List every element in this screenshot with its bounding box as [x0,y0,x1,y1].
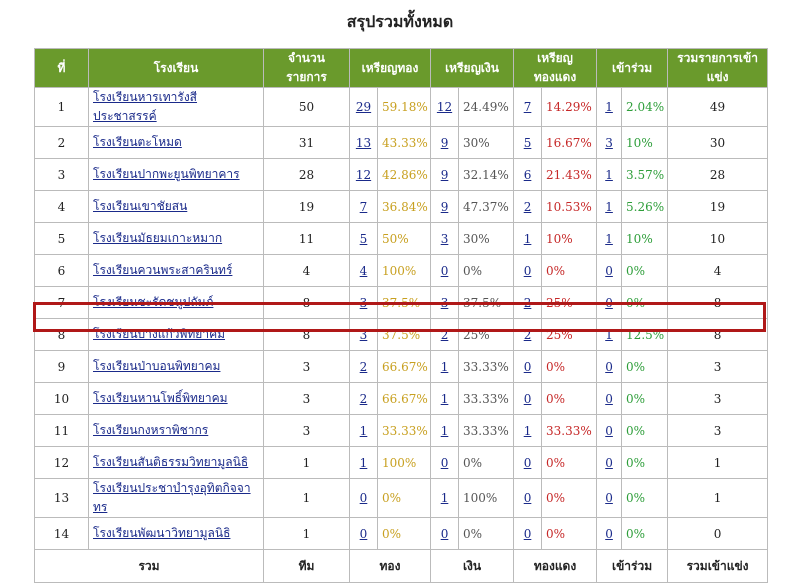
gold-count[interactable] [350,88,378,127]
gold-percent: 59.18% [378,88,431,127]
gold-count[interactable] [350,319,378,351]
item-count: 3 [264,351,350,383]
school-name[interactable] [89,255,264,287]
silver-percent: 30% [459,127,514,159]
footer-bronze: ทองแดง [514,550,597,583]
bronze-percent: 0% [542,447,597,479]
school-name[interactable] [89,127,264,159]
gold-percent: 66.67% [378,383,431,415]
gold-count[interactable] [350,415,378,447]
row-number: 5 [35,223,89,255]
gold-count[interactable] [350,191,378,223]
silver-percent: 30% [459,223,514,255]
gold-count-link[interactable]: 13 [355,135,372,150]
table-row [35,223,768,255]
item-count: 3 [264,383,350,415]
silver-count-link[interactable]: 0 [440,526,449,541]
item-count: 8 [264,319,350,351]
school-name[interactable] [89,518,264,550]
silver-count-link[interactable]: 1 [440,359,449,374]
join-percent: 0% [622,287,668,319]
summary-table [34,48,768,583]
school-name[interactable] [89,415,264,447]
total-entries: 8 [668,319,768,351]
gold-percent: 43.33% [378,127,431,159]
bronze-count[interactable] [514,351,542,383]
bronze-count-link[interactable]: 5 [523,135,532,150]
join-count-link[interactable]: 1 [605,327,613,342]
table-row [35,518,768,550]
silver-count[interactable] [431,351,459,383]
total-entries: 3 [668,415,768,447]
silver-count-link[interactable]: 9 [440,199,449,214]
bronze-count[interactable] [514,127,542,159]
school-name[interactable] [89,351,264,383]
bronze-count-link[interactable]: 6 [523,167,532,182]
silver-count-link[interactable]: 1 [440,423,449,438]
join-count-link[interactable]: 0 [605,295,613,310]
silver-count[interactable] [431,88,459,127]
header-school: โรงเรียน [89,49,264,88]
footer-silver: เงิน [431,550,514,583]
footer-join: เข้าร่วม [597,550,668,583]
join-percent: 0% [622,255,668,287]
school-name-link[interactable]: โรงเรียนตะโหมด [93,135,182,149]
item-count: 1 [264,447,350,479]
silver-percent: 0% [459,447,514,479]
row-number: 14 [35,518,89,550]
bronze-count-link[interactable]: 2 [523,199,532,214]
join-percent: 0% [622,415,668,447]
bronze-count[interactable] [514,479,542,518]
school-name[interactable] [89,447,264,479]
header-row [35,49,768,88]
school-name[interactable] [89,287,264,319]
table-row [35,255,768,287]
join-count-link[interactable]: 0 [605,455,613,470]
row-number: 3 [35,159,89,191]
row-number: 12 [35,447,89,479]
join-count[interactable] [597,351,622,383]
join-count[interactable] [597,479,622,518]
table-row [35,88,768,127]
bronze-percent: 0% [542,518,597,550]
join-percent: 2.04% [622,88,668,127]
item-count: 19 [264,191,350,223]
total-entries: 8 [668,287,768,319]
gold-count[interactable] [350,479,378,518]
join-percent: 10% [622,223,668,255]
bronze-count-link[interactable]: 2 [523,295,532,310]
gold-percent: 100% [378,255,431,287]
gold-count-link[interactable]: 5 [359,231,368,246]
item-count: 50 [264,88,350,127]
gold-count-link[interactable]: 0 [359,491,368,505]
join-percent: 5.26% [622,191,668,223]
join-count-link[interactable]: 0 [605,491,613,505]
table-row [35,415,768,447]
school-name-link[interactable]: โรงเรียนกงหราพิชากร [93,423,209,437]
join-count[interactable] [597,383,622,415]
join-count-link[interactable]: 1 [605,199,613,214]
join-percent: 0% [622,351,668,383]
bronze-count-link[interactable]: 1 [523,423,532,438]
school-name[interactable] [89,159,264,191]
table-row [35,319,768,351]
silver-percent: 0% [459,255,514,287]
school-name-link[interactable]: โรงเรียนหารเทารังสีประชาสรรค์ [93,90,198,123]
gold-count-link[interactable]: 29 [355,100,372,114]
gold-count-link[interactable]: 3 [359,327,368,342]
total-entries: 1 [668,479,768,518]
gold-percent: 36.84% [378,191,431,223]
total-entries: 3 [668,383,768,415]
row-number: 11 [35,415,89,447]
bronze-percent: 0% [542,383,597,415]
gold-count-link[interactable]: 2 [359,391,368,406]
school-name-link[interactable]: โรงเรียนป่าบอนพิทยาคม [93,359,221,373]
silver-count[interactable] [431,255,459,287]
silver-percent: 100% [459,479,514,518]
header-total: รวมรายการเข้าแข่ง [668,49,768,88]
row-number: 13 [35,479,89,518]
footer-team: ทีม [264,550,350,583]
footer-total-join: รวมเข้าแข่ง [668,550,768,583]
gold-count[interactable] [350,127,378,159]
silver-count[interactable] [431,159,459,191]
school-name-link[interactable]: โรงเรียนมัธยมเกาะหมาก [93,231,223,245]
bronze-count[interactable] [514,223,542,255]
silver-count-link[interactable]: 1 [440,391,449,406]
gold-percent: 33.33% [378,415,431,447]
join-percent: 0% [622,383,668,415]
silver-count[interactable] [431,319,459,351]
school-name[interactable] [89,223,264,255]
gold-count[interactable] [350,447,378,479]
item-count: 3 [264,415,350,447]
join-count[interactable] [597,319,622,351]
table-body [35,88,768,550]
gold-count[interactable] [350,351,378,383]
silver-percent: 37.5% [459,287,514,319]
footer-total-label: รวม [35,550,264,583]
gold-count-link[interactable]: 4 [359,263,368,278]
bronze-count[interactable] [514,159,542,191]
bronze-percent: 25% [542,287,597,319]
silver-count-link[interactable]: 9 [440,167,449,182]
silver-percent: 33.33% [459,383,514,415]
silver-count[interactable] [431,287,459,319]
school-name-link[interactable]: โรงเรียนปากพะยูนพิทยาคาร [93,167,240,181]
gold-percent: 37.5% [378,287,431,319]
school-name[interactable] [89,383,264,415]
bronze-count[interactable] [514,518,542,550]
footer-gold: ทอง [350,550,431,583]
silver-count-link[interactable]: 0 [440,263,449,278]
silver-percent: 33.33% [459,351,514,383]
footer-row [35,550,768,583]
join-count[interactable] [597,159,622,191]
bronze-percent: 25% [542,319,597,351]
join-count-link[interactable]: 1 [605,100,613,114]
gold-count-link[interactable]: 1 [359,423,368,438]
bronze-count-link[interactable]: 0 [523,491,532,505]
item-count: 11 [264,223,350,255]
total-entries: 4 [668,255,768,287]
silver-count[interactable] [431,518,459,550]
gold-percent: 66.67% [378,351,431,383]
total-entries: 30 [668,127,768,159]
bronze-count[interactable] [514,287,542,319]
bronze-count-link[interactable]: 0 [523,526,532,541]
header-items: จำนวนรายการ [264,49,350,88]
item-count: 1 [264,479,350,518]
school-name[interactable] [89,319,264,351]
silver-percent: 33.33% [459,415,514,447]
page-title: สรุปรวมทั้งหมด [346,12,454,31]
school-name-link[interactable]: โรงเรียนควนพระสาครินทร์ [93,263,233,277]
row-number: 6 [35,255,89,287]
bronze-percent: 33.33% [542,415,597,447]
join-count-link[interactable]: 0 [605,526,613,541]
row-number: 10 [35,383,89,415]
silver-count[interactable] [431,127,459,159]
row-number: 1 [35,88,89,127]
total-entries: 10 [668,223,768,255]
total-entries: 28 [668,159,768,191]
school-name-link[interactable]: โรงเรียนประชาบำรุงอุทิตกิจจาทร [93,481,251,514]
table-row [35,383,768,415]
silver-percent: 0% [459,518,514,550]
row-number: 7 [35,287,89,319]
join-percent: 0% [622,447,668,479]
silver-count[interactable] [431,447,459,479]
silver-count-link[interactable]: 1 [440,491,449,505]
gold-count[interactable] [350,518,378,550]
bronze-count[interactable] [514,415,542,447]
join-count[interactable] [597,518,622,550]
header-gold: เหรียญทอง [350,49,431,88]
join-count-link[interactable]: 1 [605,167,613,182]
gold-count-link[interactable]: 7 [359,199,368,214]
total-entries: 3 [668,351,768,383]
gold-count[interactable] [350,255,378,287]
join-count-link[interactable]: 0 [605,263,613,278]
bronze-percent: 0% [542,479,597,518]
table-row [35,447,768,479]
gold-count[interactable] [350,159,378,191]
bronze-count[interactable] [514,191,542,223]
table-row [35,159,768,191]
silver-count[interactable] [431,191,459,223]
school-name[interactable] [89,88,264,127]
row-number: 4 [35,191,89,223]
gold-percent: 37.5% [378,319,431,351]
join-percent: 12.5% [622,319,668,351]
item-count: 1 [264,518,350,550]
gold-count[interactable] [350,287,378,319]
silver-count-link[interactable]: 12 [436,100,453,114]
silver-count-link[interactable]: 3 [440,295,449,310]
bronze-count[interactable] [514,383,542,415]
join-percent: 10% [622,127,668,159]
table-row [35,351,768,383]
join-count[interactable] [597,127,622,159]
join-count-link[interactable]: 0 [605,423,613,438]
header-join: เข้าร่วม [597,49,668,88]
school-name-link[interactable]: โรงเรียนเขาชัยสน [93,199,188,213]
join-count[interactable] [597,447,622,479]
school-name-link[interactable]: โรงเรียนหานโพธิ์พิทยาคม [93,391,228,405]
gold-percent: 42.86% [378,159,431,191]
gold-count-link[interactable]: 3 [359,295,368,310]
table-row [35,127,768,159]
gold-count-link[interactable]: 12 [355,167,372,182]
silver-count-link[interactable]: 3 [440,231,449,246]
bronze-percent: 0% [542,351,597,383]
item-count: 31 [264,127,350,159]
bronze-count[interactable] [514,319,542,351]
silver-count-link[interactable]: 0 [440,455,449,470]
join-percent: 3.57% [622,159,668,191]
join-count[interactable] [597,415,622,447]
bronze-count[interactable] [514,255,542,287]
gold-count[interactable] [350,223,378,255]
header-silver: เหรียญเงิน [431,49,514,88]
table-row [35,287,768,319]
row-number: 8 [35,319,89,351]
silver-count[interactable] [431,223,459,255]
gold-percent: 0% [378,479,431,518]
join-count-link[interactable]: 1 [605,231,613,246]
row-number: 9 [35,351,89,383]
bronze-percent: 0% [542,255,597,287]
gold-percent: 0% [378,518,431,550]
silver-percent: 25% [459,319,514,351]
bronze-percent: 10.53% [542,191,597,223]
join-count-link[interactable]: 0 [605,391,613,406]
silver-count[interactable] [431,479,459,518]
bronze-count[interactable] [514,88,542,127]
item-count: 28 [264,159,350,191]
bronze-count-link[interactable]: 0 [523,455,532,470]
join-count[interactable] [597,88,622,127]
silver-percent: 47.37% [459,191,514,223]
silver-count-link[interactable]: 2 [440,327,449,342]
table-row [35,191,768,223]
gold-percent: 50% [378,223,431,255]
silver-percent: 24.49% [459,88,514,127]
join-count[interactable] [597,255,622,287]
table-row [35,479,768,518]
school-name-link[interactable]: โรงเรียนบางแก้วพิทยาคม [93,327,226,341]
join-count[interactable] [597,287,622,319]
header-no: ที่ [35,49,89,88]
header-bronze: เหรียญทองแดง [514,49,597,88]
bronze-count[interactable] [514,447,542,479]
join-count[interactable] [597,191,622,223]
school-name-link[interactable]: โรงเรียนสันติธรรมวิทยามูลนิธิ [93,455,249,469]
gold-count[interactable] [350,383,378,415]
row-number: 2 [35,127,89,159]
bronze-percent: 10% [542,223,597,255]
silver-percent: 32.14% [459,159,514,191]
total-entries: 0 [668,518,768,550]
bronze-count-link[interactable]: 1 [523,231,532,246]
silver-count[interactable] [431,415,459,447]
gold-percent: 100% [378,447,431,479]
join-count[interactable] [597,223,622,255]
join-count-link[interactable]: 3 [605,135,613,150]
gold-count-link[interactable]: 1 [359,455,368,470]
join-percent: 0% [622,479,668,518]
bronze-percent: 16.67% [542,127,597,159]
join-count-link[interactable]: 0 [605,359,613,374]
join-percent: 0% [622,518,668,550]
bronze-count-link[interactable]: 2 [523,327,532,342]
bronze-percent: 14.29% [542,88,597,127]
school-name-link[interactable]: โรงเรียนชะรัดชนูปถัมภ์ [93,295,214,309]
gold-count-link[interactable]: 0 [359,526,368,541]
item-count: 4 [264,255,350,287]
bronze-count-link[interactable]: 0 [523,263,532,278]
silver-count-link[interactable]: 9 [440,135,449,150]
total-entries: 49 [668,88,768,127]
silver-count[interactable] [431,383,459,415]
bronze-count-link[interactable]: 0 [523,391,532,406]
item-count: 8 [264,287,350,319]
bronze-percent: 21.43% [542,159,597,191]
school-name[interactable] [89,479,264,518]
total-entries: 19 [668,191,768,223]
bronze-count-link[interactable]: 0 [523,359,532,374]
total-entries: 1 [668,447,768,479]
school-name-link[interactable]: โรงเรียนพัฒนาวิทยามูลนิธิ [93,526,231,540]
school-name[interactable] [89,191,264,223]
gold-count-link[interactable]: 2 [359,359,368,374]
bronze-count-link[interactable]: 7 [523,100,532,114]
